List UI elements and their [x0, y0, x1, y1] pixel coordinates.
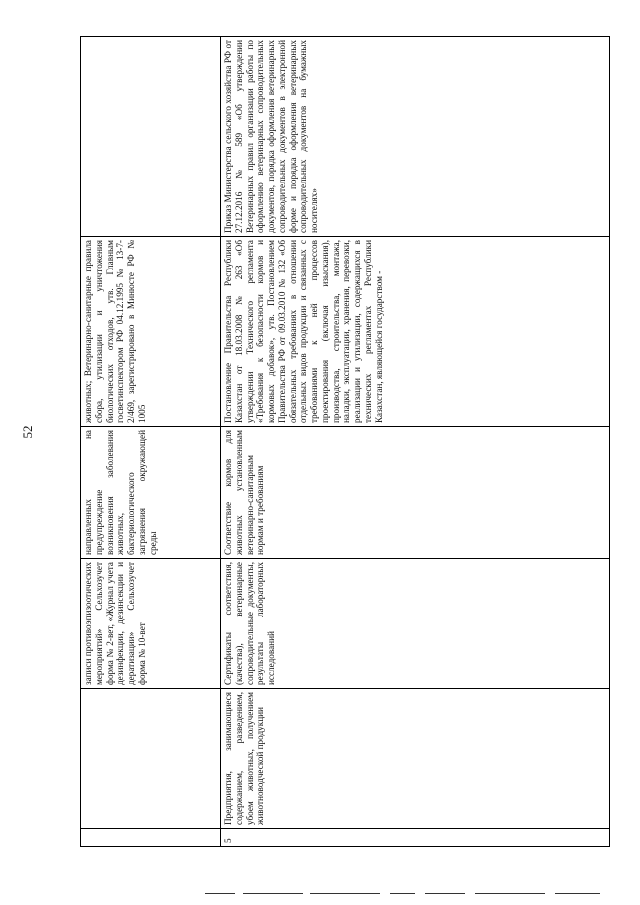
- npa-eaeu-cell: животных; Ветеринарно-санитарные правила сбора, утилизации и уничтожения биологических отходов, утв. Главным госветинспектором РФ 04.12.1995 № 13-7-2/469, зарегистрировано в Минюсте РФ № 1005: [81, 237, 221, 427]
- row-number: 5: [221, 829, 610, 847]
- table-row: [81, 37, 221, 847]
- inspected-subject-cell: Предприятия, занимающиеся содержанием, разведением, убоем животных, получением животноводческой продукции: [221, 689, 610, 829]
- documents-cell: записи противоэпизоотических мероприятий» Сельхозучет форма № 2-вет, «Журнал учета дезинфекции, дезинсекции и дератизации» Сельхозучет форма № 10-вет: [81, 559, 221, 689]
- documents-cell: Сертификаты соответствия, (качества), ветеринарные сопроводительные документы, результаты лабораторных исследований: [221, 559, 610, 689]
- page-number: 52: [20, 425, 35, 439]
- requirements-cell: направленных на предупреждение возникновения заболевания животных, бактериологического загрязнения окружающей среды: [81, 427, 221, 559]
- row-number: [81, 829, 221, 847]
- requirements-cell: Соответствие кормов для животных установленным ветеринарно-санитарным нормам и требованиям: [221, 427, 610, 559]
- npa-national-cell: Приказ Министерства сельского хозяйства РФ от 27.12.2016 № 589 «Об утверждении Ветеринарных правил организации работы по оформлению ветеринарных сопроводительных документов, порядка оформления ветеринарных сопроводительных документов в электронной форме и порядка оформления ветеринарных сопроводительных документов на бумажных носителях»: [221, 37, 610, 237]
- inspected-subject-cell: [81, 689, 221, 829]
- npa-national-cell: [81, 37, 221, 237]
- rotated-table-wrapper: [80, 37, 610, 847]
- npa-eaeu-cell: Постановление Правительства Республики Казахстан от 18.03.2008 № 263 «Об утверждении Технического регламента «Требования к безопасности кормов и кормовых добавок», утв. Постановлением Правительства РФ от 09.03.2010 № 132 «Об обязательных требованиях в отношении отдельных видов продукции и связанных с требованиями к ней процессов проектирования (включая изыскания), производства, строительства, монтажа, наладки, эксплуатации, хранения, перевозки, реализации и утилизации, содержащихся в технических регламентах Республики Казахстан, являющейся государством -: [221, 237, 610, 427]
- regulation-table: [80, 36, 610, 847]
- table-row: [221, 37, 610, 847]
- scan-footer-lines: [0, 893, 640, 896]
